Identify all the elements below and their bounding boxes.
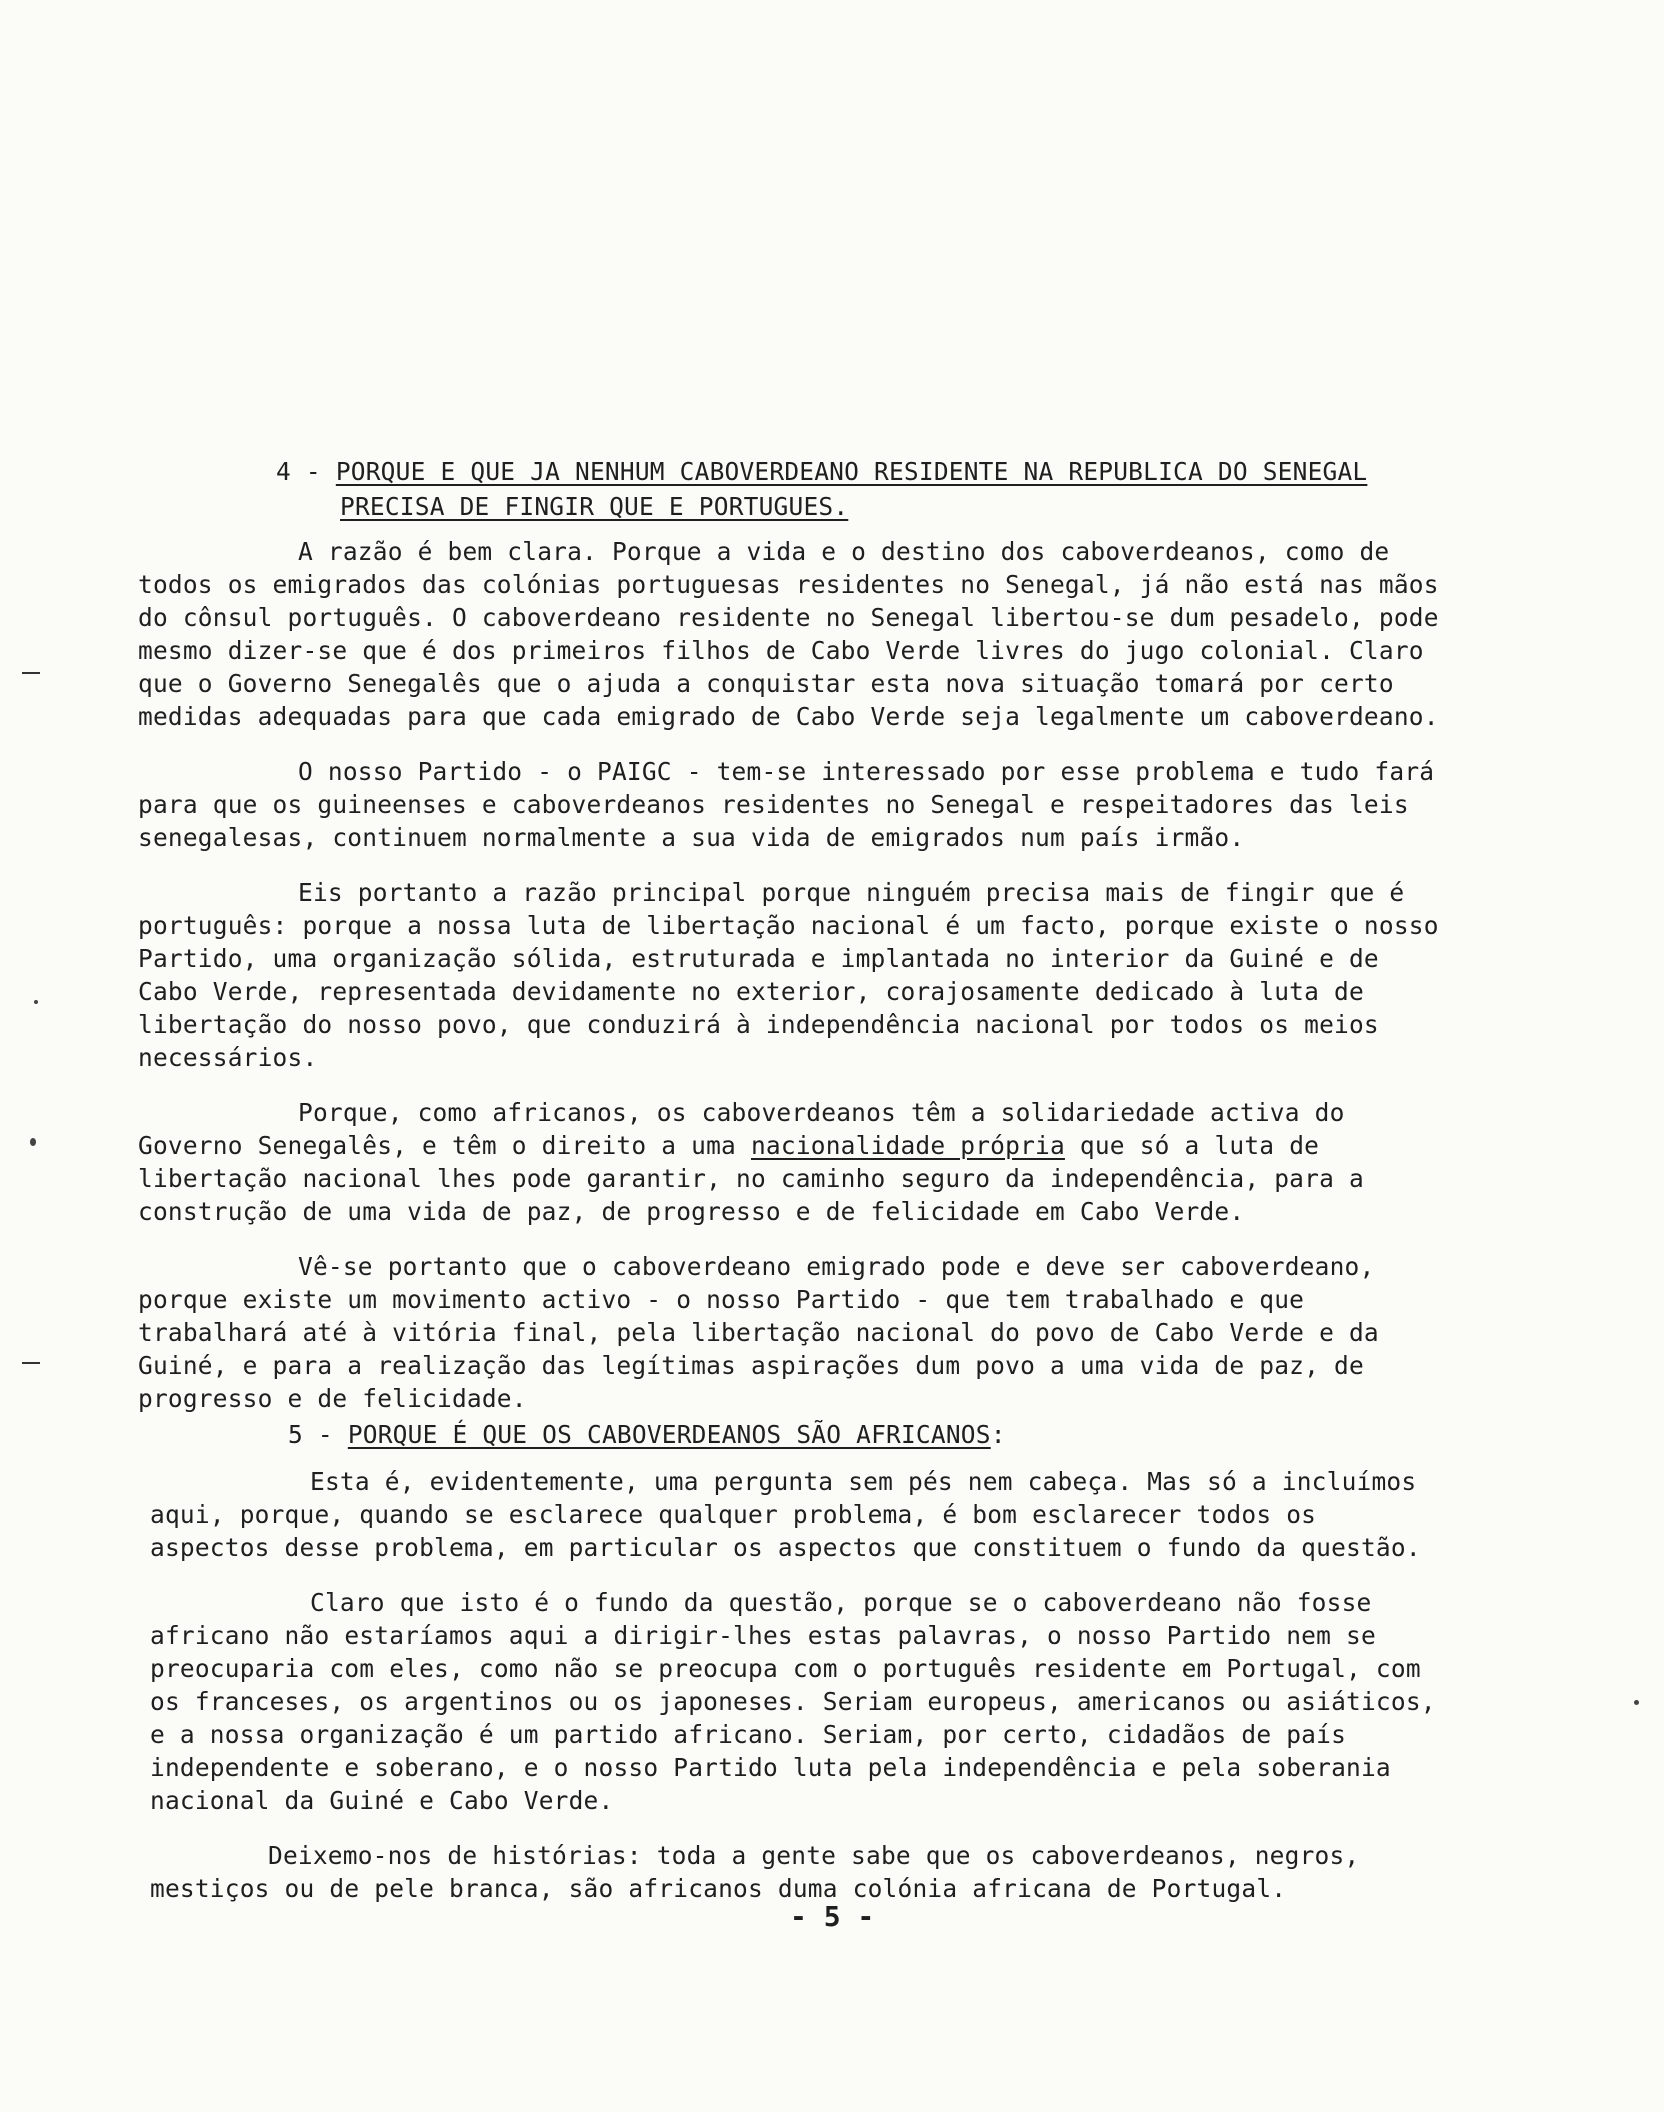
- section-4-heading-line2: [340, 490, 848, 523]
- page-number: - 5 -: [790, 1900, 875, 1933]
- paragraph: A razão é bem clara. Porque a vida e o destino dos caboverdeanos, como de todos os emigrados das colónias portuguesas residentes no Senegal, já não está nas mãos do cônsul português. O caboverdeano residente no Senegal libertou-se dum pesadelo, pode mesmo dizer-se que é dos primeiros filhos de Cabo Verde livres do jugo colonial. Claro que o Governo Senegalês que o ajuda a conquistar esta nova situação tomará por certo medidas adequadas para que cada emigrado de Cabo Verde seja legalmente um caboverdeano.: [138, 537, 1454, 731]
- section-5-number: 5 -: [288, 1420, 348, 1449]
- section-4-heading: [276, 455, 1367, 488]
- section-4-title-line2: PRECISA DE FINGIR QUE E PORTUGUES.: [340, 492, 849, 521]
- paragraph: Claro que isto é o fundo da questão, porque se o caboverdeano não fosse africano não estaríamos aqui a dirigir-lhes estas palavras, o nosso Partido nem se preocuparia com eles, como não se preocupa com o português residente em Portugal, com os franceses, os argentinos ou os japoneses. Seriam europeus, americanos ou asiáticos, e a nossa organização é um partido africano. Seriam, por certo, cidadãos de país independente e soberano, e o nosso Partido luta pela independência e pela soberania nacional da Guiné e Cabo Verde.: [150, 1588, 1451, 1815]
- section-5-title: PORQUE É QUE OS CABOVERDEANOS SÃO AFRICANOS: [347, 1420, 991, 1449]
- section-4-title-line1: PORQUE E QUE JA NENHUM CABOVERDEANO RESIDENTE NA REPUBLICA DO SENEGAL: [335, 457, 1368, 486]
- paragraph: O nosso Partido - o PAIGC - tem-se interessado por esse problema e tudo fará para que os guineenses e caboverdeanos residentes no Senegal e respeitadores das leis senegalesas, continuem normalmente a sua vida de emigrados num país irmão.: [138, 757, 1450, 852]
- scan-speck: [1634, 1700, 1639, 1705]
- paragraph: Deixemo-nos de histórias: toda a gente sabe que os caboverdeanos, negros, mestiços ou de pele branca, são africanos duma colónia africana de Portugal.: [150, 1841, 1375, 1903]
- section-4-number: 4 -: [276, 457, 336, 486]
- paragraph: Eis portanto a razão principal porque ninguém precisa mais de fingir que é português: porque a nossa luta de libertação nacional é um facto, porque existe o nosso Partido, uma organização sólida, estruturada e implantada no interior da Guiné e de Cabo Verde, representada devidamente no exterior, corajosamente dedicado à luta de libertação do nosso povo, que conduzirá à independência nacional por todos os meios necessários.: [138, 878, 1454, 1072]
- scan-speck: [30, 1138, 36, 1146]
- section-5-heading: [288, 1418, 1006, 1451]
- paragraph-text: Porque, como africanos, os caboverdeanos têm a solidariedade activa do Governo Senegalês, e têm o direito a uma: [138, 1098, 1360, 1160]
- scan-mark: [22, 672, 40, 674]
- scan-speck: [34, 1000, 38, 1004]
- paragraph: [138, 1096, 1448, 1228]
- scan-mark: [22, 1362, 40, 1364]
- paragraph-text: que só a luta de libertação nacional lhes pode garantir, no caminho seguro da independência, para a construção de uma vida de paz, de progresso e de felicidade em Cabo Verde.: [138, 1131, 1379, 1226]
- paragraph: Esta é, evidentemente, uma pergunta sem pés nem cabeça. Mas só a incluímos aqui, porque, quando se esclarece qualquer problema, é bom esclarecer todos os aspectos desse problema, em particular os aspectos que constituem o fundo da questão.: [150, 1467, 1432, 1562]
- section-5-body: [150, 1465, 1450, 1905]
- section-5-colon: :: [990, 1420, 1006, 1449]
- underlined-phrase: nacionalidade própria: [750, 1131, 1065, 1160]
- section-4-body: [138, 535, 1454, 1415]
- paragraph: Vê-se portanto que o caboverdeano emigrado pode e deve ser caboverdeano, porque existe um movimento activo - o nosso Partido - que tem trabalhado e que trabalhará até à vitória final, pela libertação nacional do povo de Cabo Verde e da Guiné, e para a realização das legítimas aspirações dum povo a uma vida de paz, de progresso e de felicidade.: [138, 1252, 1394, 1413]
